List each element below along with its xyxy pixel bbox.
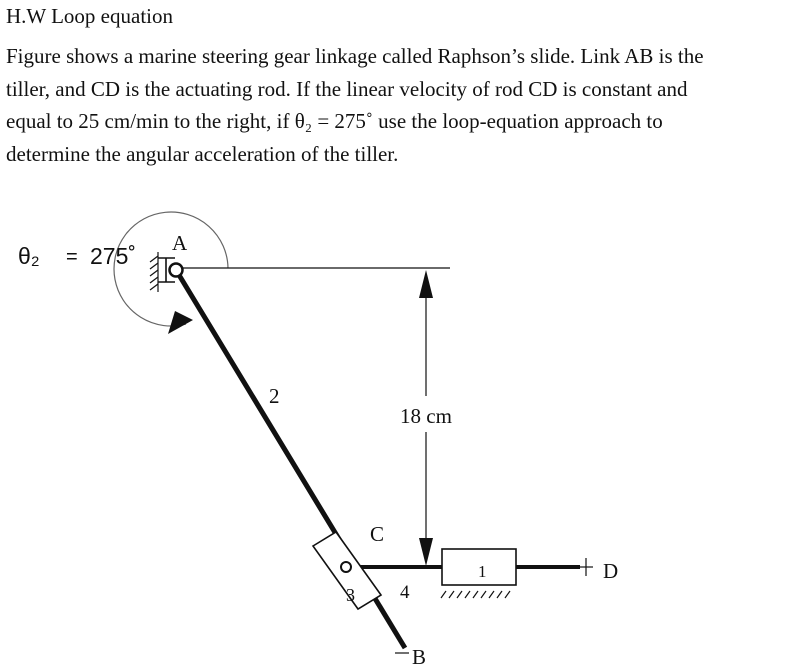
label-link-3: 3 [346, 585, 355, 605]
theta2-equals: = [66, 246, 78, 268]
theta2-symbol: θ₂ [18, 243, 40, 269]
label-C: C [370, 522, 385, 546]
label-link-4: 4 [400, 582, 410, 603]
dimension-arrow-top [419, 270, 433, 298]
label-B: B [412, 645, 427, 669]
pin-C [341, 562, 351, 572]
ground-hatch-A [150, 252, 158, 292]
label-A: A [172, 231, 188, 255]
label-D: D [603, 559, 619, 583]
label-link-2: 2 [269, 384, 280, 408]
section-heading: H.W Loop equation [6, 4, 173, 28]
problem-line-3: equal to 25 cm/min to the right, if θ₂ = 275˚ use the loop-equation approach to [6, 109, 663, 133]
ground-hatch-guide [441, 591, 510, 598]
label-dimension: 18 cm [400, 404, 452, 428]
dimension-arrow-bottom [419, 538, 433, 566]
theta2-value: 275˚ [90, 243, 137, 269]
problem-line-1: Figure shows a marine steering gear linkage called Raphson’s slide. Link AB is the [6, 44, 704, 68]
problem-line-2: tiller, and CD is the actuating rod. If the linear velocity of rod CD is constant and [6, 76, 688, 101]
label-link-1: 1 [478, 562, 487, 581]
pivot-A [170, 264, 183, 277]
theta2-arrowhead [168, 311, 193, 334]
problem-line-4: determine the angular acceleration of the tiller. [6, 141, 399, 166]
